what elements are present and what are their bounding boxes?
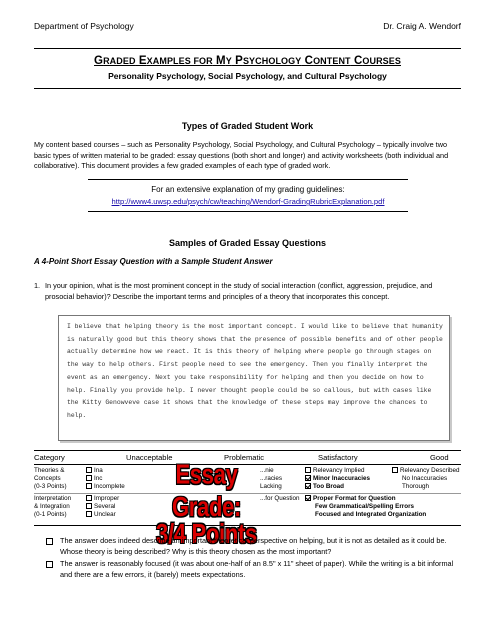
essay-question [34,281,461,302]
category-line: (0-1 Points) [34,511,67,519]
instructor-comments [46,536,461,582]
grading-rubric [34,450,461,528]
checked-box-icon [305,495,311,501]
rubric-option[interactable] [305,495,426,503]
guidelines-link[interactable]: http://www4.uwsp.edu/psych/cw/teaching/Wendorf-GradingRubricExplanation.pdf [111,197,385,206]
rubric-option[interactable] [86,475,125,483]
comment-text: The answer is reasonably focused (it was about one-half of an 8.5" x 11" sheet of paper). While the writing is a bit informal and there are a few errors, it (barely) meets expectations. [60,559,454,579]
option-label: Thorough [402,483,429,491]
category-line: Theories & [34,467,65,474]
option-label: Improper [94,495,120,502]
checkbox-icon [392,467,398,473]
page-header [34,21,461,31]
question-text: In your opinion, what is the most prominent concept in the study of social interaction (conflict, aggression, prejudice, and prosocial behavior)? Describe the important terms and principles of a theory that incorporates this concept. [45,281,433,301]
checkbox-icon [86,467,92,473]
grade-stamp-line2: 3/4 Points [156,517,257,549]
rubric-header-category: Category [34,453,65,462]
rubric-option[interactable] [86,467,125,475]
document-title: GRADED EXAMPLES FOR MY PSYCHOLOGY CONTENT COURSES [94,55,401,67]
rubric-header-satisfactory: Satisfactory [318,453,358,462]
checked-box-icon [305,483,311,489]
rubric-row1-problematic [260,467,282,492]
rubric-row1-category [34,467,67,492]
question-number: 1. [34,281,41,290]
option-label: Incomplete [94,483,125,491]
rubric-header-unacceptable: Unacceptable [126,453,173,462]
category-line: Interpretation [34,495,72,502]
option-label: No Inaccuracies [402,475,448,483]
option-label: ...nie [260,467,274,474]
option-label: Minor Inaccuracies [313,475,371,483]
grade-stamp-line1: Essay Grade: [171,458,242,523]
document-subtitle: Personality Psychology, Social Psychology, and Cultural Psychology [108,71,387,81]
rubric-option[interactable] [86,511,119,519]
option-label: Relevancy Implied [313,467,365,474]
rubric-header-problematic: Problematic [224,453,265,462]
checkbox-icon [305,467,311,473]
option-label: Unclear [94,511,116,519]
comment-item [46,559,461,580]
rubric-option[interactable] [305,483,370,491]
rubric-row2-satisfactory [305,495,426,520]
guidelines-label: For an extensive explanation of my grading guidelines: [151,185,345,194]
department-label: Department of Psychology [34,21,134,31]
checkbox-icon [86,503,92,509]
checkbox-icon [86,475,92,481]
rubric-row2-unacceptable [86,495,119,520]
rubric-option[interactable] [86,483,125,491]
category-line: & Integration [34,503,70,511]
rubric-row2-problematic [260,495,300,503]
option-label: Proper Format for Question [313,495,396,502]
option-label: ...racies [260,475,283,483]
rubric-bottom-rule [34,525,461,526]
example-subheading: A 4-Point Short Essay Question with a Sample Student Answer [34,257,273,266]
option-label: Few Grammatical/Spelling Errors [315,503,415,511]
rubric-row1-unacceptable [86,467,125,492]
option-label: Lacking [260,483,282,491]
option-label: Several [94,503,116,511]
samples-heading: Samples of Graded Essay Questions [168,238,327,248]
rubric-option[interactable] [86,495,119,503]
rubric-row1-good [392,467,460,492]
author-label: Dr. Craig A. Wendorf [383,21,461,31]
option-label: ...for Question [260,495,300,502]
checkbox-icon [86,495,92,501]
option-label: Ina [94,467,103,474]
category-line: Concepts [34,475,61,483]
checkbox-icon [86,511,92,517]
rubric-row1-satisfactory [305,467,370,492]
option-label: Relevancy Described [400,467,460,474]
comment-item [46,536,461,557]
rubric-row-rule [34,493,461,494]
checked-box-icon [305,475,311,481]
rubric-top-rule [34,450,461,451]
option-label: Too Broad [313,483,345,491]
rubric-row2-category [34,495,71,520]
checkbox-icon [46,538,53,545]
rubric-option[interactable] [86,503,119,511]
option-label: Focused and Integrated Organization [315,511,427,519]
title-block [34,48,461,89]
rubric-option[interactable] [305,475,370,483]
student-answer-box [58,315,450,441]
rubric-header-rule [34,464,461,465]
checkbox-icon [46,561,53,568]
rubric-header-good: Good [430,453,449,462]
rubric-option[interactable] [392,467,460,475]
types-heading: Types of Graded Student Work [181,121,314,131]
intro-paragraph: My content based courses – such as Personality Psychology, Social Psychology, and Cultural Psychology – typically involve two basic types of written material to be graded: essay questions (both short and longer) and activity worksheets (both individual and collaborative). This document provides a few graded examples of each type of graded work. [34,140,449,171]
guidelines-box [88,179,408,212]
rubric-option[interactable] [305,467,370,475]
category-line: (0-3 Points) [34,483,67,491]
student-answer-text: I believe that helping theory is the most important concept. I would like to believe that humanity is naturally good but this theory shows that the presence of possible benefits and of other people actually determine how we react. It is this theory of helping where people go through stages on the way to help others. First people need to see the emergency. Then you finally interpret the event as an emergency. Next you take responsibility for helping and then you decide on how to help. Finally you provide help. I never thought people could be so callous, but with cases like the Kitty Genowveve case it shows that the knowledge of these steps may improve the chances to help. [67,323,443,419]
comment-text: The answer does indeed describe an important theoretical perspective on helping, but it is not as detailed as it could be. Whose theory is being described? Why is this theory chosen as the most important? [60,536,447,556]
option-label: Inc [94,475,103,483]
checkbox-icon [86,483,92,489]
